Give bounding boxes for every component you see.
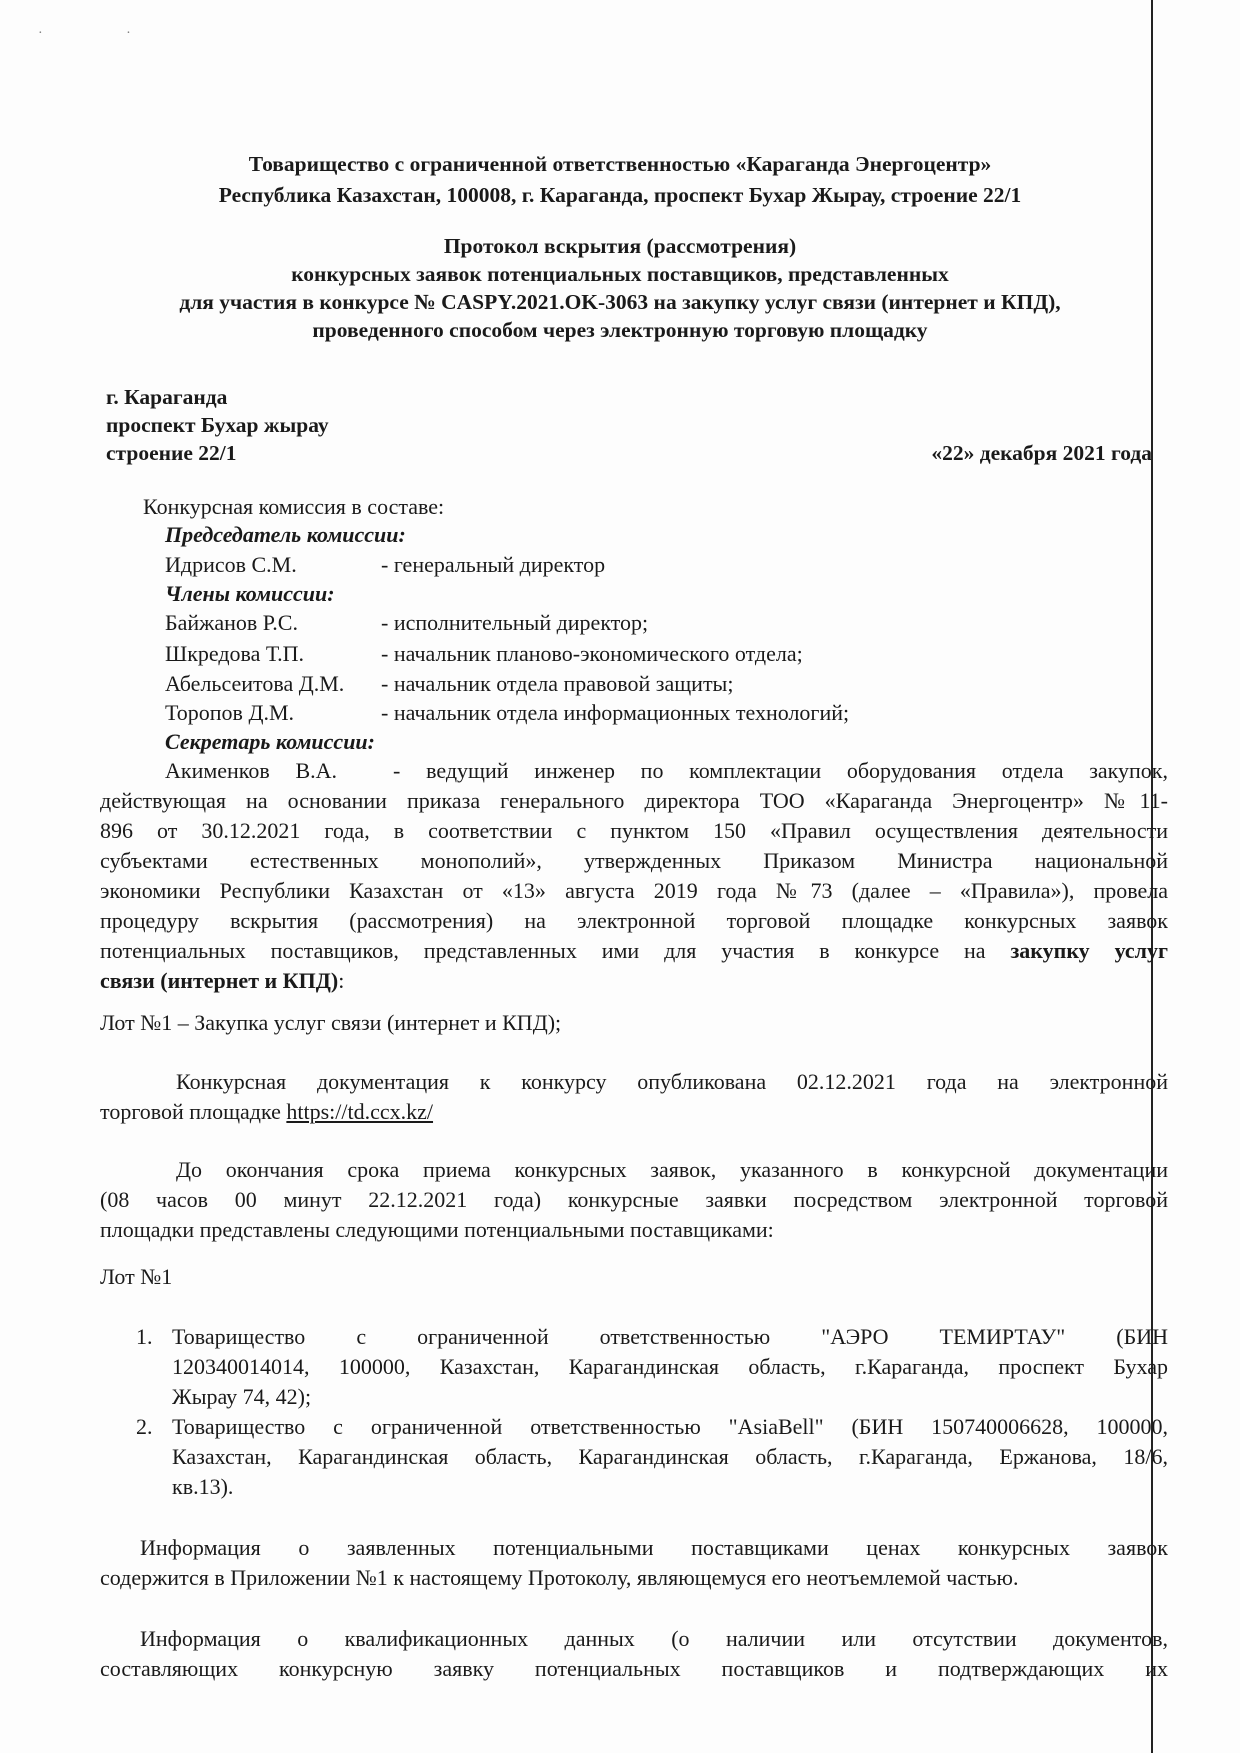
prices-paragraph [100, 1533, 1168, 1593]
place-city: г. Караганда [106, 385, 228, 409]
place-street: проспект Бухар жырау [106, 413, 329, 437]
member-row [165, 698, 849, 728]
member-name: Байжанов Р.С. [165, 610, 298, 635]
title-line-4: проведенного способом через электронную торговую площадку [312, 318, 928, 342]
suppliers-list [100, 1322, 1168, 1502]
docs-line-2 [100, 1097, 1168, 1127]
title-line-1: Протокол вскрытия (рассмотрения) [443, 234, 797, 258]
member-row [165, 608, 648, 638]
secretary-role: - ведущий инженер по комплектации оборудования отдела закупок, [393, 758, 1168, 783]
place-building: строение 22/1 [106, 441, 237, 465]
secretary-line-7-text: потенциальных поставщиков, представленных ими для участия в конкурсе на [100, 938, 986, 963]
member-row [165, 639, 803, 669]
chairman-role: - генеральный директор [381, 552, 606, 577]
member-name: Шкредова Т.П. [165, 641, 305, 666]
title-line-3: для участия в конкурсе № CASPY.2021.OK-3063 на закупку услуг связи (интернет и КПД), [179, 290, 1061, 314]
supplier-line: кв.13). [172, 1474, 234, 1499]
company-name: Товарищество с ограниченной ответственностью «Караганда Энергоцентр» [248, 152, 992, 176]
secretary-line-4: субъектами естественных монополий», утвержденных Приказом Министра национальной [100, 848, 1168, 873]
prices-line-1: Информация о заявленных потенциальными поставщиками ценах конкурсных заявок [140, 1535, 1168, 1560]
secretary-line-3: 896 от 30.12.2021 года, в соответствии с пунктом 150 «Правил осуществления деятельности [100, 818, 1168, 843]
company-address: Республика Казахстан, 100008, г. Караганда, проспект Бухар Жырау, строение 22/1 [218, 183, 1022, 207]
secretary-line-1 [100, 756, 1168, 786]
title-line-2: конкурсных заявок потенциальных поставщиков, представленных [291, 262, 949, 286]
member-name: Торопов Д.М. [165, 700, 295, 725]
scan-specks: · · [38, 26, 171, 41]
secretary-line-7-bold: закупку услуг [1010, 938, 1169, 963]
header-block [120, 150, 1120, 209]
members-heading: Члены комиссии: [165, 581, 335, 606]
supplier-number: 2. [136, 1414, 153, 1439]
secretary-line-7 [100, 936, 1168, 966]
supplier-item [100, 1322, 1168, 1412]
qualification-paragraph [100, 1624, 1168, 1684]
secretary-line-6: процедуру вскрытия (рассмотрения) на электронной торговой площадке конкурсных заявок [100, 908, 1168, 933]
docs-paragraph [100, 1067, 1168, 1127]
deadline-line-1: До окончания срока приема конкурсных заявок, указанного в конкурсной документации [176, 1157, 1168, 1182]
commission-intro: Конкурсная комиссия в составе: [143, 494, 445, 519]
secretary-line-2: действующая на основании приказа генерального директора ТОО «Караганда Энергоцентр» №11- [100, 788, 1168, 813]
member-name: Абельсеитова Д.М. [165, 671, 345, 696]
docs-line-1: Конкурсная документация к конкурсу опубликована 02.12.2021 года на электронной [176, 1069, 1168, 1094]
supplier-line: 120340014014, 100000, Казахстан, Карагандинская область, г.Караганда, проспект Бухар [172, 1354, 1168, 1379]
chairman-heading: Председатель комиссии: [165, 522, 406, 547]
docs-line-2-text: торговой площадке [100, 1099, 281, 1124]
secretary-line-8-end: : [338, 968, 345, 993]
deadline-line-3: площадки представлены следующими потенциальными поставщиками: [100, 1217, 774, 1242]
supplier-item [100, 1412, 1168, 1502]
lot-heading: Лот №1 [100, 1264, 173, 1289]
supplier-line: Казахстан, Карагандинская область, Карагандинская область, г.Караганда, Ержанова, 18/6, [172, 1444, 1168, 1469]
supplier-number: 1. [136, 1324, 153, 1349]
secretary-paragraph [100, 756, 1168, 996]
member-role: - начальник отдела правовой защиты; [381, 671, 734, 696]
chairman-row [165, 550, 605, 580]
supplier-line: Товарищество с ограниченной ответственностью "АЭРО ТЕМИРТАУ" (БИН [172, 1324, 1168, 1349]
supplier-line: Жырау 74, 42); [172, 1384, 312, 1409]
platform-link[interactable]: https://td.ccx.kz/ [286, 1099, 434, 1124]
member-role: - исполнительный директор; [381, 610, 649, 635]
qualification-line-2: составляющих конкурсную заявку потенциальных поставщиков и подтверждающих их [100, 1656, 1168, 1681]
secretary-heading: Секретарь комиссии: [165, 729, 375, 754]
prices-line-2: содержится в Приложении №1 к настоящему Протоколу, являющемуся его неотъемлемой частью. [100, 1565, 1019, 1590]
member-row [165, 669, 733, 699]
deadline-line-2: (08 часов 00 минут 22.12.2021 года) конкурсные заявки посредством электронной торговой [100, 1187, 1168, 1212]
member-role: - начальник отдела информационных технологий; [381, 700, 850, 725]
protocol-date: «22» декабря 2021 года [931, 441, 1152, 465]
qualification-line-1: Информация о квалификационных данных (о наличии или отсутствии документов, [140, 1626, 1168, 1651]
chairman-name: Идрисов С.М. [165, 552, 297, 577]
secretary-line-5: экономики Республики Казахстан от «13» августа 2019 года №73 (далее – «Правила»), провела [100, 878, 1168, 903]
secretary-line-8 [100, 966, 1168, 996]
place-block [106, 383, 506, 467]
supplier-line: Товарищество с ограниченной ответственностью "AsiaBell" (БИН 150740006628, 100000, [172, 1414, 1168, 1439]
member-role: - начальник планово-экономического отдела; [381, 641, 803, 666]
lot-description: Лот №1 – Закупка услуг связи (интернет и КПД); [100, 1010, 562, 1035]
protocol-title [120, 232, 1120, 344]
deadline-paragraph [100, 1155, 1168, 1245]
secretary-line-8-bold: связи (интернет и КПД) [100, 968, 339, 993]
secretary-name: Акименков В.А. [165, 758, 338, 783]
